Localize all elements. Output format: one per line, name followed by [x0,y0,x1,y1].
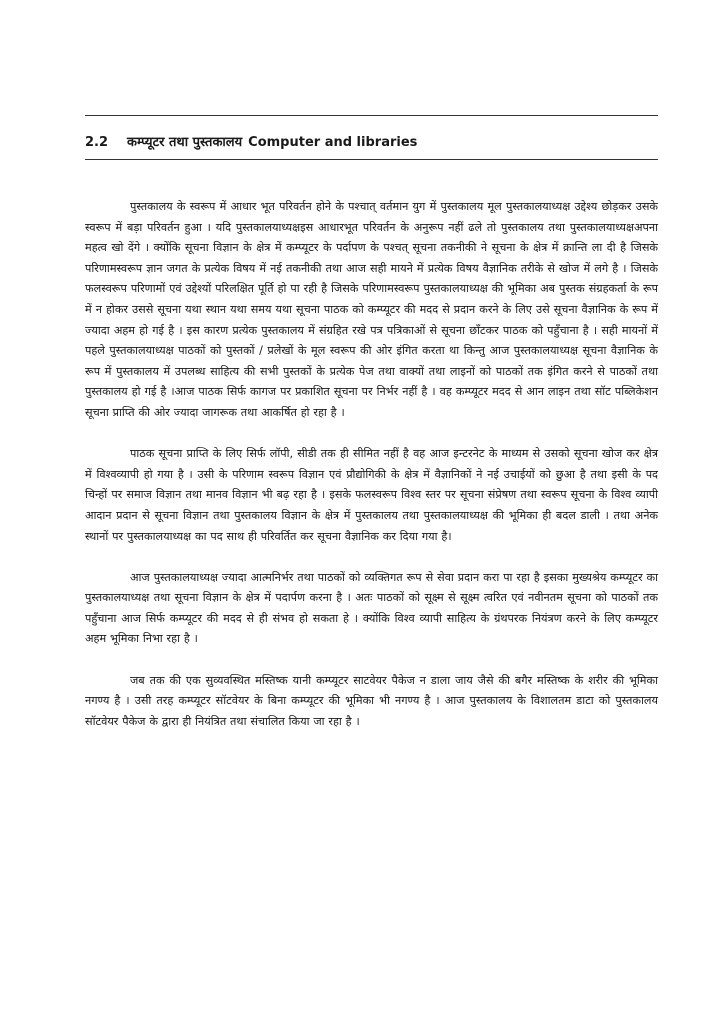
section-title-hindi: कम्प्यूटर तथा पुस्तकालय [127,135,243,150]
bottom-rule [85,159,658,160]
top-rule [85,115,658,116]
paragraph-1: पुस्तकालय के स्वरूप में आधार भूत परिवर्तन होने के पश्चात् वर्तमान युग में पुस्तकालय मूल पुस्तकालयाध्यक्ष उद्देश्य छोड़कर उसके स्वरूप में बड़ा परिवर्तन हुआ । यदि पुस्तकालयाध्यक्षइस आधारभूत परिवर्तन के अनुरूप नहीं ढले तो पुस्तकालय तथा पुस्तकालयाध्यक्षअपना महत्व खो देंगे । क्योंकि सूचना विज्ञान के क्षेत्र में कम्प्यूटर के पर्दापण के पश्चत् सूचना तकनीकी ने सूचना के क्षेत्र में क्रान्ति ला दी है जिसके परिणामस्वरूप ज्ञान जगत के प्रत्येक विषय में नई तकनीकी तथा आज सही मायने में प्रत्येक विषय वैज्ञानिक तरीके से खोज में लगे है । जिसके फलस्वरूप परिणामों एवं उद्देश्यों परिलक्षित पूर्ति हो पा रही है जिसके परिणामस्वरूप पुस्तकालयाध्यक्ष की भूमिका अब पुस्तक संग्रहकर्ता के रूप में न होकर उससे सूचना यथा स्थान यथा समय यथा सूचना पाठक को कम्प्यूटर की मदद से प्रदान करने के लिए उसे सूचना वैज्ञानिक के रूप में ज्यादा अहम हो गई है । इस कारण प्रत्येक पुस्तकालय में संग्रहित रखे पत्र पत्रिकाओं से सूचना छाँटकर पाठक को पहुँचाना है । सही मायनों में पहले पुस्तकालयाध्यक्ष पाठकों को पुस्तकों / प्रलेखों के मूल स्वरूप की ओर इंगित करता था किन्तु आज पुस्तकालयाध्यक्ष सूचना वैज्ञानिक के रूप में पुस्तकालय में उपलब्ध साहित्य की सभी पुस्तकों के प्रत्येक पेज तथा वाक्यों तथा लाइनों को पाठकों तक इंगित करने से पाठकों तथा पुस्तकालय हो गई है ।आज पाठक सिर्फ कागज पर प्रकाशित सूचना पर निर्भर नहीं है । वह कम्प्यूटर मदद से आन लाइन तथा सॉट पब्लिकेशन सूचना प्राप्ति की ओर ज्यादा जागरूक तथा आकर्षित हो रहा है । [85,200,658,419]
section-heading [85,134,658,152]
paragraph-3: आज पुस्तकालयाध्यक्ष ज्यादा आत्मनिर्भर तथा पाठकों को व्यक्तिगत रूप से सेवा प्रदान करा पा रहा है इसका मुख्यश्रेय कम्प्यूटर का पुस्तकालयाध्यक्ष तथा सूचना विज्ञान के क्षेत्र में पदार्पण करना है । अतः पाठकों को सूक्ष्म से सूक्ष्म त्वरित एवं नवीनतम सूचना को पाठकों तक पहुँचाना आज सिर्फ कम्प्यूटर की मदद से ही संभव हो सकता हे । क्योंकि विश्व व्यापी साहित्य के ग्रंथपरक नियंत्रण करने के लिए कम्प्यूटर अहम भूमिका निभा रहा है । [85,570,658,646]
paragraph-4: जब तक की एक सुव्यवस्थित मस्तिष्क यानी कम्प्यूटर साटवेयर पैकेज न डाला जाय जैसे की बगैर मस्तिष्क के शरीर की भूमिका नगण्य है । उसी तरह कम्प्यूटर सॉटवेयर के बिना कम्प्यूटर की भूमिका भी नगण्य है । आज पुस्तकालय के विशालतम डाटा को पुस्तकालय सॉटवेयर पैकेज के द्वारा ही नियंत्रित तथा संचालित किया जा रहा है । [85,673,658,728]
paragraph-2: पाठक सूचना प्राप्ति के लिए सिर्फ लॉपी, सीडी तक ही सीमित नहीं है वह आज इन्टरनेट के माध्यम से उसको सूचना खोज कर क्षेत्र में विश्वव्यापी हो गया है । उसी के परिणाम स्वरूप विज्ञान एवं प्रौद्योगिकी के क्षेत्र में वैज्ञानिकों ने नई उचाईयों को छुआ है तथा इसी के पद चिन्हों पर समाज विज्ञान तथा मानव विज्ञान भी बढ़ रहा है । इसके फलस्वरूप विश्व स्तर पर सूचना संप्रेषण तथा स्वरूप सूचना के विश्व व्यापी आदान प्रदान से सूचना विज्ञान तथा पुस्तकालय विज्ञान के क्षेत्र में पुस्तकालय तथा पुस्तकालयाध्यक्ष की भूमिका ही बदल डाली । तथा अनेक स्थानों पर पुस्तकालयाध्यक्ष का पद साथ ही परिवर्तित कर सूचना वैज्ञानिक कर दिया गया है। [85,447,658,543]
section-title-english: Computer and libraries [248,135,418,150]
section-number: 2.2 [85,135,109,150]
body-text [85,197,658,753]
